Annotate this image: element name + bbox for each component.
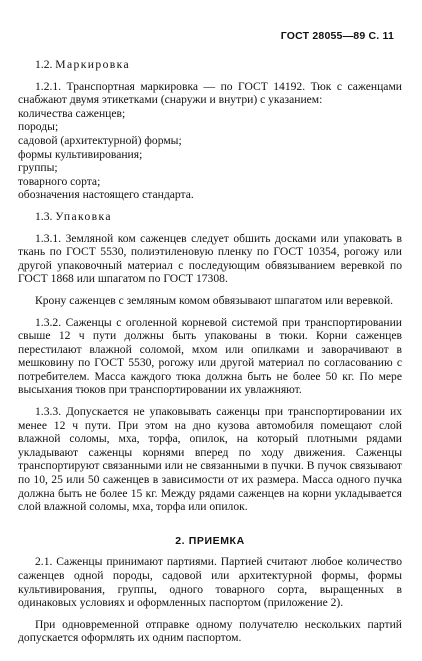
list-item: формы культивирования; (18, 147, 143, 161)
document-body (18, 58, 402, 645)
paragraph-2-1-passport: При одновременной отправке одному получателю нескольких партий допускается оформлять их одним паспортом. (18, 617, 402, 645)
section-heading-2: 2. ПРИЕМКА (175, 534, 245, 547)
list-item: обозначения настоящего стандарта. (18, 188, 194, 202)
section-number: 1.3. (35, 209, 53, 223)
paragraph-1-3-1-crown: Крону саженцев с земляным комом обвязывают шпагатом или веревкой. (35, 293, 394, 307)
paragraph-1-3-1: 1.3.1. Земляной ком саженцев следует обшить досками или упаковать в ткань по ГОСТ 5530, полиэтиленовую пленку по ГОСТ 10354, рогожу или другой упаковочный материал с последующим обвязыванием веревкой по ГОСТ 1868 или шпагатом по ГОСТ 17308. (18, 231, 402, 286)
list-item: садовой (архитектурной) формы; (18, 133, 182, 147)
paragraph-1-2-1: 1.2.1. Транспортная маркировка — по ГОСТ 14192. Тюк с саженцами снабжают двумя этикетками (снаружи и внутри) с указанием: (18, 79, 402, 107)
section-heading-1-3 (18, 210, 402, 224)
paragraph-1-3-2: 1.3.2. Саженцы с оголенной корневой системой при транспортировании свыше 12 ч пути должны быть упакованы в тюки. Корни саженцев перестилают влажной соломой, мхом или опилками и заворачивают в мешковину по ГОСТ 5530, рогожу или другой материал по согласованию с потребителем. Масса каждого тюка должна быть не более 50 кг. По мере высыхания тюков при транспортировании их увлажняют. (18, 315, 402, 397)
section-title: Маркировка (55, 58, 131, 71)
list-item: количества саженцев; (18, 106, 126, 120)
paragraph-1-3-3: 1.3.3. Допускается не упаковывать саженцы при транспортировании их менее 12 ч пути. При этом на дно кузова автомобиля помещают слой влажной соломы, мха, торфа, опилок, на который плотными рядами укладывают саженцы корнями вперед по ходу движения. Саженцы транспортируют связанными или не связанными в пучки. В пучок связывают по 10, 25 или 50 саженцев в зависимости от их размера. Масса одного пучка должна быть не более 15 кг. Между рядами саженцев на корни укладывается слой влажной соломы, мха, торфа или опилок. (18, 405, 402, 514)
list-item: товарного сорта; (18, 174, 101, 188)
section-title: Упаковка (55, 209, 112, 223)
list-item: группы; (18, 161, 58, 175)
section-heading-1-2 (18, 58, 402, 72)
paragraph-2-1: 2.1. Саженцы принимают партиями. Партией считают любое количество саженцев одной породы, садовой или архитектурной формы, формы культивирования, группы, одного товарного сорта, выращенных в одинаковых условиях и оформленных паспортом (приложение 2). (18, 555, 402, 610)
label-contents-list (18, 107, 402, 202)
list-item: породы; (18, 120, 59, 134)
section-number: 1.2. (35, 58, 53, 71)
running-header: ГОСТ 28055—89 С. 11 (280, 30, 394, 42)
